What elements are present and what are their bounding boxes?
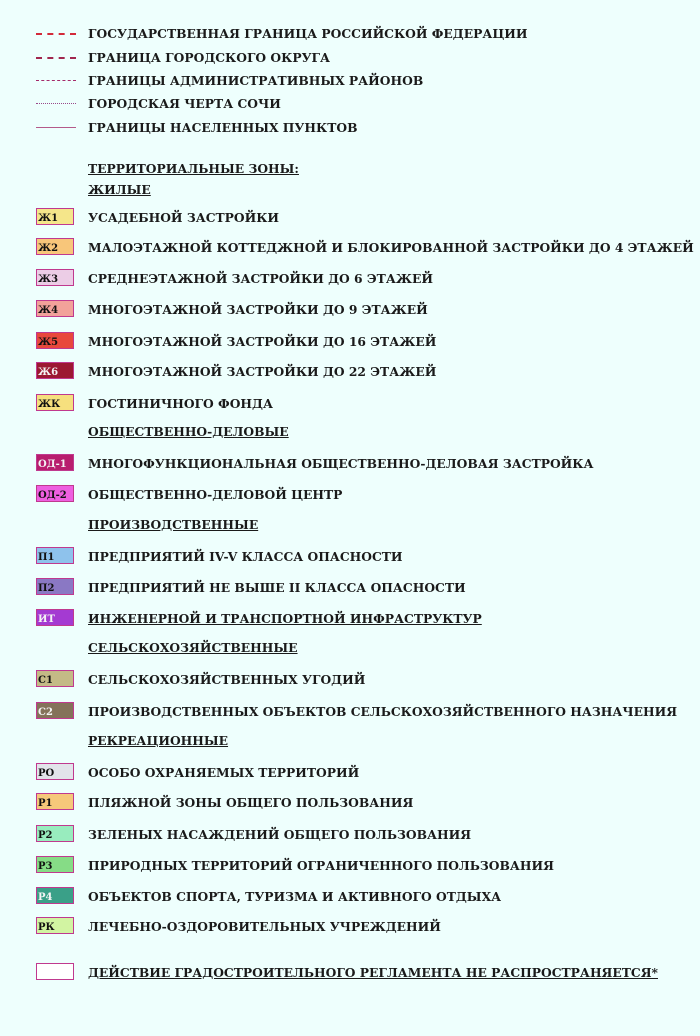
zone-code: С2 [38,707,53,718]
legend-row-zh3 [0,269,700,289]
group-title-row [0,422,700,442]
legend-label: МНОГОЭТАЖНОЙ ЗАСТРОЙКИ ДО 22 ЭТАЖЕЙ [88,364,437,379]
legend-label: ПРЕДПРИЯТИЙ IV-V КЛАССА ОПАСНОСТИ [88,549,403,564]
group-title-row [0,515,700,535]
group-title-row [0,180,700,200]
zone-code: Ж1 [38,213,59,224]
zone-swatch-zh1 [36,208,74,225]
zone-code: ОД-1 [38,459,67,470]
legend-label: ИНЖЕНЕРНОЙ И ТРАНСПОРТНОЙ ИНФРАСТРУКТУР [88,611,482,626]
legend-row-zh5 [0,332,700,352]
zone-swatch-p1 [36,547,74,564]
legend-row-admin-district-borders [0,71,700,91]
group-title-residential: ЖИЛЫЕ [88,182,151,197]
zone-code: ЖК [38,399,61,410]
zone-code: Ж5 [38,337,59,348]
legend-label: УСАДЕБНОЙ ЗАСТРОЙКИ [88,210,280,225]
legend-label: СРЕДНЕЭТАЖНОЙ ЗАСТРОЙКИ ДО 6 ЭТАЖЕЙ [88,271,433,286]
zone-swatch-od2 [36,485,74,502]
legend-label: МНОГОЭТАЖНОЙ ЗАСТРОЙКИ ДО 9 ЭТАЖЕЙ [88,302,428,317]
legend-label: ЗЕЛЕНЫХ НАСАЖДЕНИЙ ОБЩЕГО ПОЛЬЗОВАНИЯ [88,827,472,842]
zones-title-row [0,159,700,179]
zone-code: Р2 [38,830,53,841]
group-title-recreational: РЕКРЕАЦИОННЫЕ [88,733,229,748]
zone-swatch-zh4 [36,300,74,317]
zone-code: РО [38,768,55,779]
zone-code: Ж6 [38,367,59,378]
legend-label: ОСОБО ОХРАНЯЕМЫХ ТЕРРИТОРИЙ [88,765,360,780]
legend-label: ЛЕЧЕБНО-ОЗДОРОВИТЕЛЬНЫХ УЧРЕЖДЕНИЙ [88,919,441,934]
zone-code: Ж4 [38,305,59,316]
zone-swatch-zh6 [36,362,74,379]
legend-row-zh2 [0,238,700,258]
legend-row-ro [0,763,700,783]
group-title-row [0,638,700,658]
zone-swatch-r4 [36,887,74,904]
zone-code: П2 [38,583,55,594]
legend-label: ПРОИЗВОДСТВЕННЫХ ОБЪЕКТОВ СЕЛЬСКОХОЗЯЙСТВЕННОГО НАЗНАЧЕНИЯ [88,704,678,719]
legend-label: ПЛЯЖНОЙ ЗОНЫ ОБЩЕГО ПОЛЬЗОВАНИЯ [88,795,414,810]
zone-swatch-it [36,609,74,626]
sochi-city-line-icon [36,103,76,104]
zone-code: С1 [38,675,53,686]
legend-label: МНОГОФУНКЦИОНАЛЬНАЯ ОБЩЕСТВЕННО-ДЕЛОВАЯ ЗАСТРОЙКА [88,456,594,471]
legend-row-r2 [0,825,700,845]
legend-label: ГОРОДСКАЯ ЧЕРТА СОЧИ [88,96,281,111]
legend-row-regulation-not-applied [0,963,700,983]
legend-row-od1 [0,454,700,474]
zone-swatch-od1 [36,454,74,471]
legend-row-zh4 [0,300,700,320]
legend-label: ПРИРОДНЫХ ТЕРРИТОРИЙ ОГРАНИЧЕННОГО ПОЛЬЗОВАНИЯ [88,858,554,873]
legend-label: ГРАНИЦА ГОРОДСКОГО ОКРУГА [88,50,331,65]
legend-label: ОБЪЕКТОВ СПОРТА, ТУРИЗМА И АКТИВНОГО ОТДЫХА [88,889,502,904]
zones-title: ТЕРРИТОРИАЛЬНЫЕ ЗОНЫ: [88,161,299,176]
legend-row-rk [0,917,700,937]
zone-swatch-r2 [36,825,74,842]
legend-label: ГОСУДАРСТВЕННАЯ ГРАНИЦА РОССИЙСКОЙ ФЕДЕРАЦИИ [88,26,528,41]
legend-label: ПРЕДПРИЯТИЙ НЕ ВЫШЕ II КЛАССА ОПАСНОСТИ [88,580,466,595]
admin-district-border-line-icon [36,80,76,81]
legend-row-it [0,609,700,629]
zone-code: Ж3 [38,274,59,285]
legend-label: МАЛОЭТАЖНОЙ КОТТЕДЖНОЙ И БЛОКИРОВАННОЙ ЗАСТРОЙКИ ДО 4 ЭТАЖЕЙ [88,240,694,255]
city-district-border-line-icon [36,57,76,59]
state-border-line-icon [36,33,76,35]
zone-swatch-zh2 [36,238,74,255]
group-title-agricultural: СЕЛЬСКОХОЗЯЙСТВЕННЫЕ [88,640,298,655]
legend-label: ГОСТИНИЧНОГО ФОНДА [88,396,273,411]
legend-label: ГРАНИЦЫ НАСЕЛЕННЫХ ПУНКТОВ [88,120,358,135]
legend-row-state-border [0,24,700,44]
zone-code: Р1 [38,798,53,809]
legend-row-settlement-borders [0,118,700,138]
zone-swatch-rk [36,917,74,934]
legend-row-p1 [0,547,700,567]
legend-label: МНОГОЭТАЖНОЙ ЗАСТРОЙКИ ДО 16 ЭТАЖЕЙ [88,334,437,349]
legend-row-p2 [0,578,700,598]
legend-row-zhk [0,394,700,414]
zone-code: ИТ [38,614,55,625]
zone-swatch-zhk [36,394,74,411]
legend-row-city-district-border [0,48,700,68]
zone-swatch-r1 [36,793,74,810]
zone-swatch-ro [36,763,74,780]
settlement-border-line-icon [36,127,76,128]
zone-code: Р4 [38,892,53,903]
legend-label: СЕЛЬСКОХОЗЯЙСТВЕННЫХ УГОДИЙ [88,672,366,687]
legend-row-zh6 [0,362,700,382]
zone-code: Ж2 [38,243,59,254]
legend-row-od2 [0,485,700,505]
legend-row-r4 [0,887,700,907]
legend-row-sochi-city-line [0,94,700,114]
group-title-row [0,731,700,751]
zone-swatch-zh5 [36,332,74,349]
legend-row-s2 [0,702,700,722]
zone-swatch-empty [36,963,74,980]
legend-row-s1 [0,670,700,690]
legend-label: ОБЩЕСТВЕННО-ДЕЛОВОЙ ЦЕНТР [88,487,343,502]
group-title-public-business: ОБЩЕСТВЕННО-ДЕЛОВЫЕ [88,424,289,439]
legend-row-r1 [0,793,700,813]
zone-code: П1 [38,552,55,563]
zone-swatch-s1 [36,670,74,687]
zone-code: Р3 [38,861,53,872]
legend-label: ГРАНИЦЫ АДМИНИСТРАТИВНЫХ РАЙОНОВ [88,73,424,88]
zone-swatch-r3 [36,856,74,873]
zone-swatch-s2 [36,702,74,719]
legend-label: ДЕЙСТВИЕ ГРАДОСТРОИТЕЛЬНОГО РЕГЛАМЕНТА НЕ РАСПРОСТРАНЯЕТСЯ* [88,965,658,980]
zone-code: ОД-2 [38,490,67,501]
legend-row-zh1 [0,208,700,228]
zone-code: РК [38,922,55,933]
group-title-industrial: ПРОИЗВОДСТВЕННЫЕ [88,517,259,532]
legend-row-r3 [0,856,700,876]
zone-swatch-p2 [36,578,74,595]
zone-swatch-zh3 [36,269,74,286]
